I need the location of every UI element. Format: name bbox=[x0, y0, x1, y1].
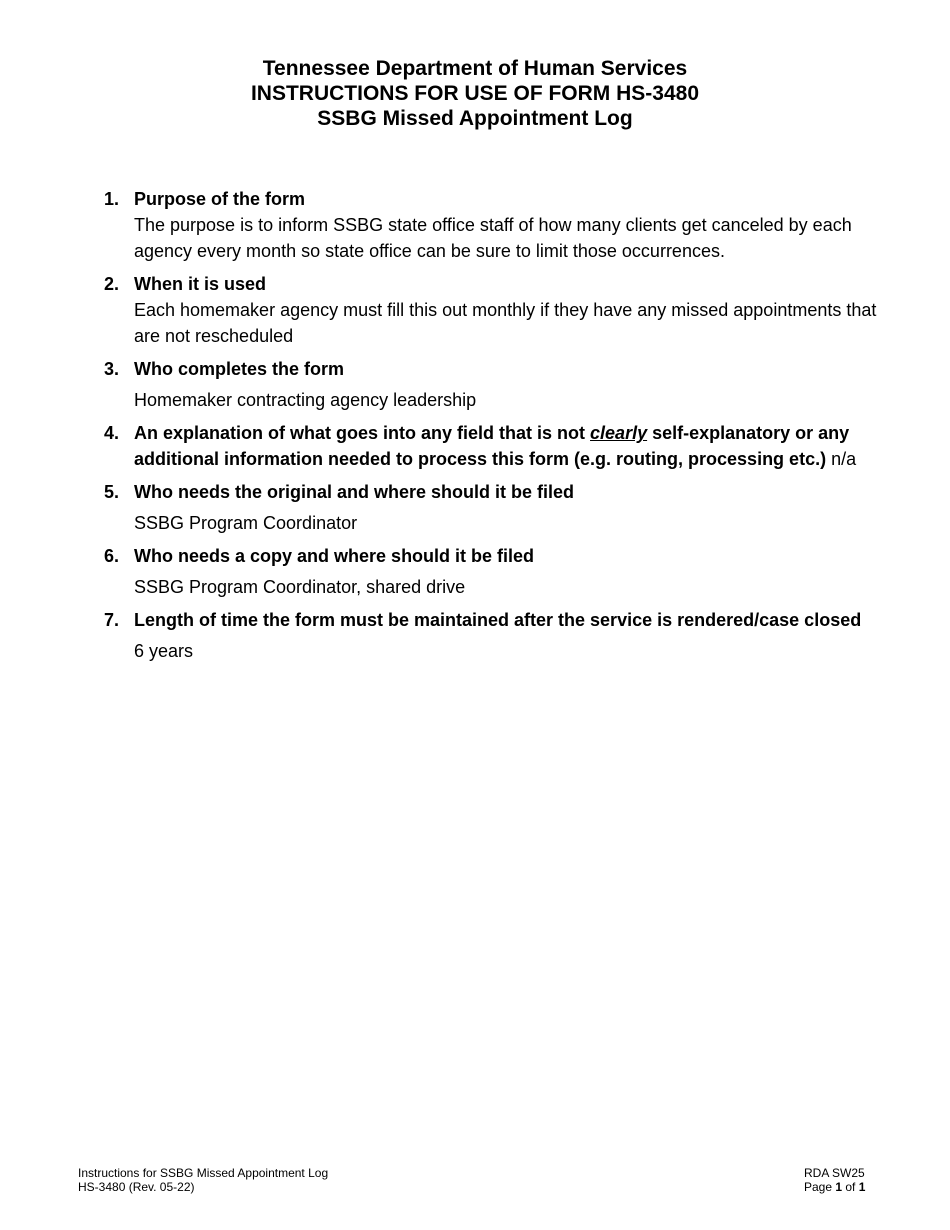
footer-left bbox=[78, 1166, 328, 1194]
item-question-part1: An explanation of what goes into any field that is not bbox=[134, 423, 591, 443]
list-item bbox=[104, 543, 904, 600]
item-answer: SSBG Program Coordinator bbox=[134, 513, 358, 533]
item-question-emphasis: clearly bbox=[590, 423, 648, 443]
page-of: of bbox=[842, 1180, 859, 1194]
item-question: Purpose of the form bbox=[134, 189, 306, 209]
header-form-subtitle: SSBG Missed Appointment Log bbox=[317, 107, 633, 130]
footer-page-number bbox=[804, 1180, 865, 1194]
item-question: Who needs the original and where should it be filed bbox=[134, 482, 575, 502]
item-number: 3. bbox=[104, 359, 120, 379]
footer-form-revision: HS-3480 (Rev. 05-22) bbox=[78, 1180, 195, 1194]
item-answer: Homemaker contracting agency leadership bbox=[134, 390, 477, 410]
footer-form-name: Instructions for SSBG Missed Appointment Log bbox=[78, 1166, 329, 1180]
instructions-list bbox=[104, 186, 904, 671]
list-item bbox=[104, 607, 904, 664]
item-number: 5. bbox=[104, 482, 120, 502]
item-answer: Each homemaker agency must fill this out monthly if they have any missed appointments that are not rescheduled bbox=[134, 300, 877, 346]
item-question: Length of time the form must be maintained after the service is rendered/case closed bbox=[134, 610, 862, 630]
header-form-title: INSTRUCTIONS FOR USE OF FORM HS-3480 bbox=[250, 82, 700, 105]
list-item bbox=[104, 186, 904, 264]
list-item bbox=[104, 479, 904, 536]
list-item bbox=[104, 356, 904, 413]
list-item bbox=[104, 420, 904, 472]
item-number: 7. bbox=[104, 610, 120, 630]
item-answer: n/a bbox=[826, 449, 857, 469]
footer-rda-code: RDA SW25 bbox=[804, 1166, 865, 1180]
item-question: When it is used bbox=[134, 274, 267, 294]
item-answer: SSBG Program Coordinator, shared drive bbox=[134, 577, 466, 597]
item-answer: 6 years bbox=[134, 641, 194, 661]
item-question: Who completes the form bbox=[134, 359, 345, 379]
item-number: 4. bbox=[104, 423, 120, 443]
item-question-part2: self-explanatory or any additional information needed to process this form (e.g. routing, processing etc.) bbox=[134, 423, 850, 469]
item-number: 6. bbox=[104, 546, 120, 566]
page-current: 1 bbox=[835, 1180, 843, 1194]
list-item bbox=[104, 271, 904, 349]
header-department: Tennessee Department of Human Services bbox=[262, 57, 688, 80]
item-question bbox=[134, 420, 904, 472]
item-question: Who needs a copy and where should it be filed bbox=[134, 546, 535, 566]
footer-right bbox=[804, 1166, 865, 1194]
item-number: 2. bbox=[104, 274, 120, 294]
page-total: 1 bbox=[858, 1180, 866, 1194]
document-header bbox=[0, 56, 950, 131]
item-answer: The purpose is to inform SSBG state office staff of how many clients get canceled by each agency every month so state office can be sure to limit those occurrences. bbox=[134, 215, 852, 261]
item-number: 1. bbox=[104, 189, 120, 209]
page-label: Page bbox=[804, 1180, 836, 1194]
